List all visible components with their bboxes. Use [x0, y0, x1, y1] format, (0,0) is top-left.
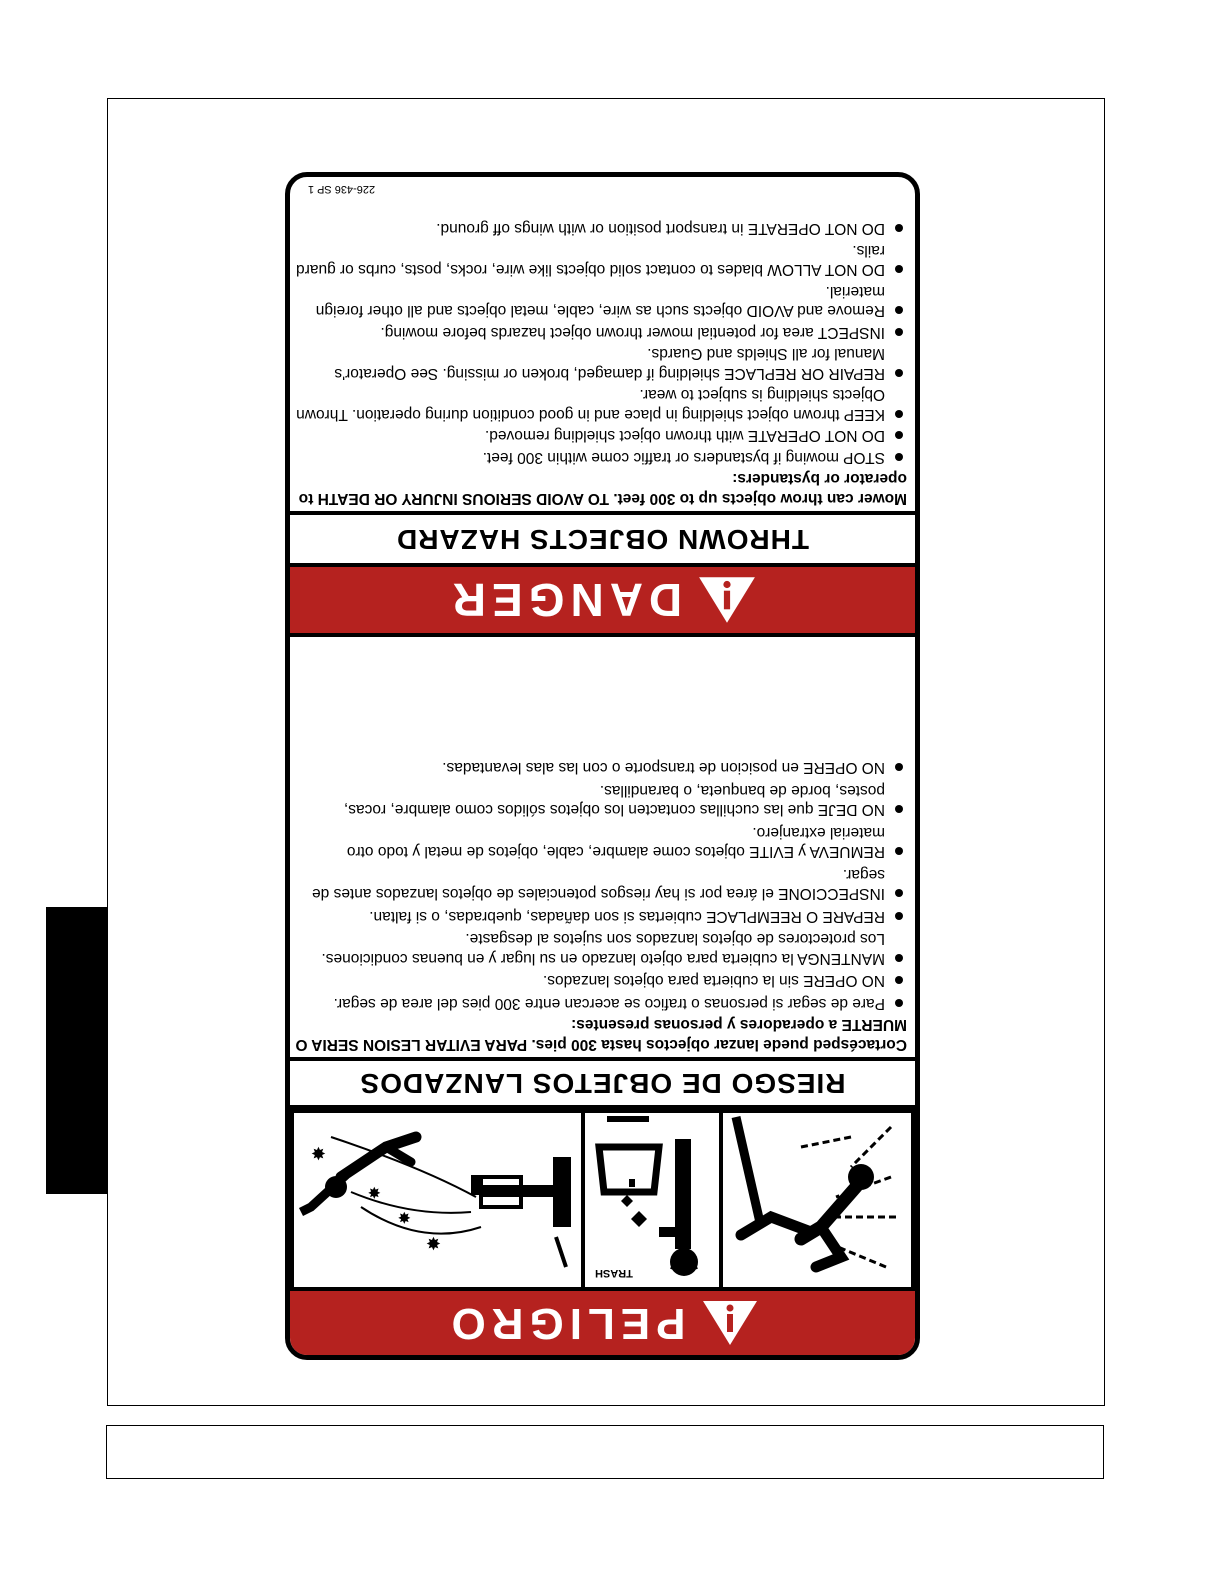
signal-word-en: DANGER [446, 574, 683, 626]
list-item: NO OPERE en posicion de transporte o con las alas levantadas. [295, 758, 907, 778]
list-item: INSPECT area for potential mower thrown object hazards before mowing. [295, 323, 907, 343]
signal-word-es: PELIGRO [445, 1299, 686, 1348]
pictogram-row [290, 1109, 915, 1291]
svg-text:✸: ✸ [425, 1232, 441, 1253]
list-item: KEEP thrown object shielding in place and in good condition during operation. Thrown Objects shielding is subject to wear. [295, 385, 907, 424]
list-item: Pare de segar si personas o trafico se acercan entre 300 pies del area de segar. [295, 994, 907, 1014]
section-tab [46, 907, 107, 1194]
danger-decal [285, 172, 920, 1360]
list-item: STOP mowing if bystanders or traffic come within 300 feet. [295, 448, 907, 468]
list-item: REMUEVA y EVITE objetos come alambre, cable, objetos de metal y todo otro material extranjero. [295, 823, 907, 862]
list-item: NO OPERE sin la cubierta para objetos lanzados. [295, 971, 907, 991]
list-item: DO NOT OPERATE with thrown object shielding removed. [295, 426, 907, 446]
list-item: INSPECCIONE el área por si hay riesgos potenciales de objetos lanzados antes de segar. [295, 865, 907, 904]
lead-es: Cortacésped puede lanzar objectos hasta 300 pies. PARA EVITAR LESION SERIA O MUERTE a operadores y personas presentes: [295, 1016, 907, 1053]
list-item: REPAIR OR REPLACE shielding if damaged, broken or missing. See Operator's Manual for all Shields and Guards. [295, 344, 907, 383]
hazard-title-es: RIESGO DE OBJETOS LANZADOS [290, 1061, 915, 1105]
danger-banner [290, 567, 915, 633]
english-instructions [295, 217, 907, 508]
list-item: DO NOT OPERATE in transport position or with wings off ground. [295, 219, 907, 239]
list-item: NO DEJE que las cuchillas contacten los objetos sólidos como alambre, rocas, postes, borde de banqueta, o barandillas. [295, 781, 907, 820]
list-item: MANTENGA la cubierta para objeto lanzado en su lugar y en buenas condiciones. Los protectores de objetos lanzados son sujetos al desgaste. [295, 929, 907, 968]
peligro-banner [290, 1291, 915, 1355]
svg-text:✸: ✸ [397, 1208, 411, 1227]
person-struck-pictogram [723, 1113, 911, 1287]
list-item: DO NOT ALLOW blades to contact solid objects like wire, rocks, posts, curbs or guard rails. [295, 241, 907, 280]
lead-en: Mower can throw objects up to 300 feet. TO AVOID SERIOUS INJURY OR DEATH to operator or bystanders: [298, 470, 907, 507]
hazard-alert-icon [696, 574, 758, 626]
svg-text:✸: ✸ [310, 1142, 326, 1163]
spanish-instructions [295, 755, 907, 1054]
footer-box [106, 1425, 1104, 1479]
hazard-title-en: THROWN OBJECTS HAZARD [290, 515, 915, 563]
trash-pictogram [585, 1113, 719, 1287]
hazard-alert-icon [700, 1298, 760, 1348]
list-item: REPARE O REEMPLACE cubiertas si son dañadas, quebradas, o si faltan. [295, 907, 907, 927]
svg-text:✸: ✸ [367, 1183, 381, 1202]
list-item: Remove and AVOID objects such as wire, cable, metal objects and all other foreign material. [295, 282, 907, 321]
part-number: 226-436 SP 1 [308, 183, 376, 195]
trash-label: TRASH [595, 1267, 633, 1279]
mower-throwing-objects-pictogram [294, 1113, 581, 1287]
